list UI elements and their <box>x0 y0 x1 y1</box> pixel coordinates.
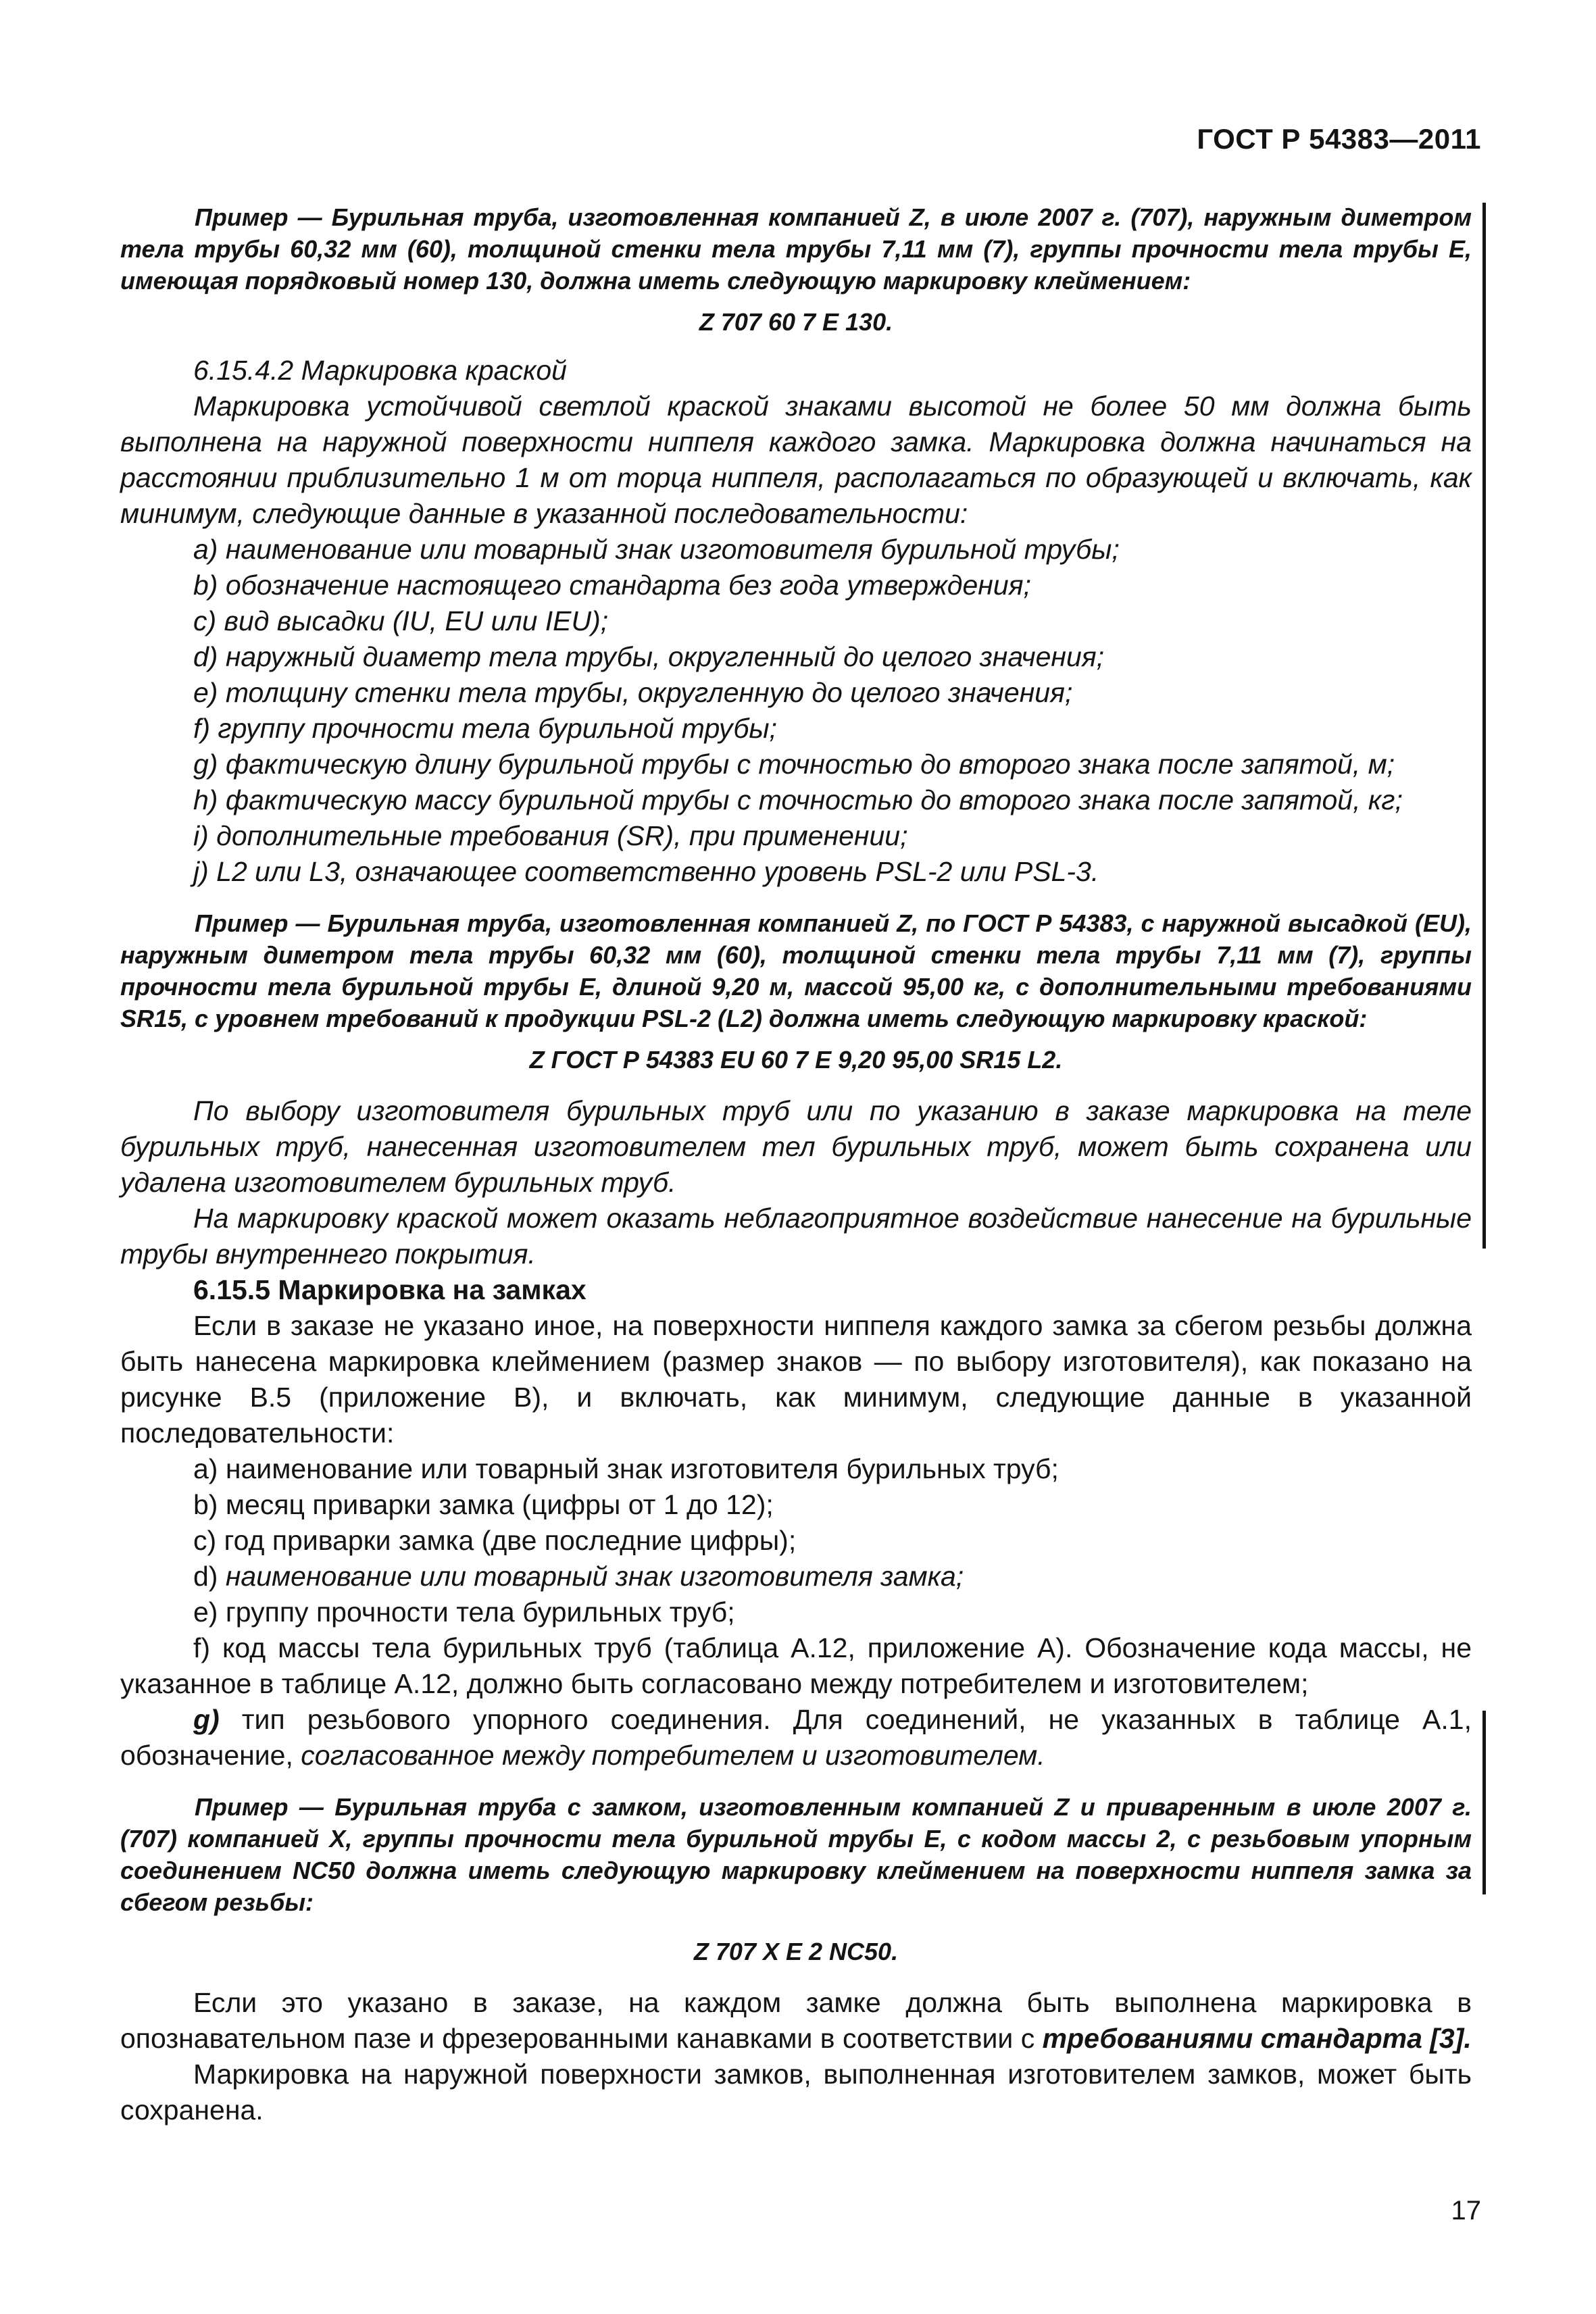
list-item: b) месяц приварки замка (цифры от 1 до 12); <box>193 1489 774 1520</box>
list-item: b) обозначение настоящего стандарта без года утверждения; <box>193 570 1031 601</box>
paragraph <box>120 1985 1472 2057</box>
example-3-text: Пример — Бурильная труба с замком, изготовленным компанией Z и приваренным в июле 2007 г. (707) компанией X, группы прочности тела бурильной трубы E, с кодом массы 2, с резьбовым упорным соединением NC50 должна иметь следующую маркировку клеймением на поверхности ниппеля замка за сбегом резьбы: <box>120 1793 1472 1916</box>
list-item: j) L2 или L3, означающее соответственно уровень PSL-2 или PSL-3. <box>193 856 1099 887</box>
change-bar <box>1482 203 1486 1249</box>
example-2-marking: Z ГОСТ Р 54383 EU 60 7 E 9,20 95,00 SR15 L2. <box>529 1046 1063 1074</box>
list-item: c) год приварки замка (две последние цифры); <box>193 1525 797 1556</box>
change-bar <box>1482 1711 1486 1894</box>
list-item-text: тип резьбового упорного соединения. Для соединений, не указанных в таблице А.1, обозначение, <box>120 1704 1472 1771</box>
list-item: a) наименование или товарный знак изготовителя бурильных труб; <box>193 1453 1059 1484</box>
list-item: c) вид высадки (IU, EU или IEU); <box>193 605 609 636</box>
page-number: 17 <box>1451 2196 1481 2225</box>
list-item: a) наименование или товарный знак изготовителя бурильной трубы; <box>193 534 1120 565</box>
section-6-15-5-title: 6.15.5 Маркировка на замках <box>193 1274 587 1305</box>
example-3-marking: Z 707 X E 2 NC50. <box>693 1938 899 1965</box>
example-1-marking: Z 707 60 7 E 130. <box>699 308 893 336</box>
example-1-text: Пример — Бурильная труба, изготовленная компанией Z, в июле 2007 г. (707), наружным диметром тела трубы 60,32 мм (60), толщиной стенки тела трубы 7,11 мм (7), группы прочности тела трубы E, имеющая порядковый номер 130, должна иметь следующую маркировку клеймением: <box>120 203 1472 295</box>
paragraph-text: Если это указано в заказе, на каждом замке должна быть выполнена маркировка в опознавательном пазе и фрезерованными канавками в соответствии с <box>120 1987 1472 2054</box>
list-item: g) фактическую длину бурильной трубы с точностью до второго знака после запятой, м; <box>193 749 1395 780</box>
list-item: i) дополнительные требования (SR), при применении; <box>193 820 908 851</box>
document-header: ГОСТ Р 54383—2011 <box>1197 123 1481 155</box>
list-item: f) группу прочности тела бурильной трубы; <box>193 713 777 744</box>
section-6-15-5-intro: Если в заказе не указано иное, на поверхности ниппеля каждого замка за сбегом резьбы должна быть нанесена маркировка клеймением (размер знаков — по выбору изготовителя), как показано на рисунке В.5 (приложение В), и включать, как минимум, следующие данные в указанной последовательности: <box>120 1310 1472 1449</box>
list-item: f) код массы тела бурильных труб (таблица А.12, приложение А). Обозначение кода массы, не указанное в таблице А.12, должно быть согласовано между потребителем и изготовителем; <box>120 1632 1472 1699</box>
paragraph: Маркировка на наружной поверхности замков, выполненная изготовителем замков, может быть сохранена. <box>120 2059 1472 2126</box>
page-content <box>120 201 1472 2128</box>
list-item <box>120 1559 1472 1594</box>
paragraph: На маркировку краской может оказать неблагоприятное воздействие нанесение на бурильные трубы внутреннего покрытия. <box>120 1203 1472 1269</box>
section-6-15-4-2-title: 6.15.4.2 Маркировка краской <box>193 355 567 386</box>
list-item: e) толщину стенки тела трубы, округленную до целого значения; <box>193 677 1073 708</box>
list-item-text-italic: согласованное между потребителем и изготовителем. <box>301 1740 1045 1771</box>
list-item-marker: g) <box>193 1704 220 1735</box>
list-item-text: наименование или товарный знак изготовителя замка; <box>225 1561 964 1592</box>
list-item <box>120 1702 1472 1774</box>
list-item-marker: d) <box>193 1561 226 1592</box>
list-item: e) группу прочности тела бурильных труб; <box>193 1596 735 1628</box>
list-item: h) фактическую массу бурильной трубы с точностью до второго знака после запятой, кг; <box>193 784 1403 815</box>
list-item: d) наружный диаметр тела трубы, округленный до целого значения; <box>193 641 1105 672</box>
standard-reference: требованиями стандарта [3]. <box>1042 2023 1472 2054</box>
paragraph: По выбору изготовителя бурильных труб или по указанию в заказе маркировка на теле бурильных труб, нанесенная изготовителем тел бурильных труб, может быть сохранена или удалена изготовителем бурильных труб. <box>120 1095 1472 1198</box>
example-2-text: Пример — Бурильная труба, изготовленная компанией Z, по ГОСТ Р 54383, с наружной высадкой (EU), наружным диметром тела трубы 60,32 мм (60), толщиной стенки тела трубы 7,11 мм (7), группы прочности тела бурильной трубы E, длиной 9,20 м, массой 95,00 кг, с дополнительными требованиями SR15, с уровнем требований к продукции PSL-2 (L2) должна иметь следующую маркировку краской: <box>120 909 1472 1032</box>
section-6-15-4-2-intro: Маркировка устойчивой светлой краской знаками высотой не более 50 мм должна быть выполнена на наружной поверхности ниппеля каждого замка. Маркировка должна начинаться на расстоянии приблизительно 1 м от торца ниппеля, располагаться по образующей и включать, как минимум, следующие данные в указанной последовательности: <box>120 391 1472 529</box>
